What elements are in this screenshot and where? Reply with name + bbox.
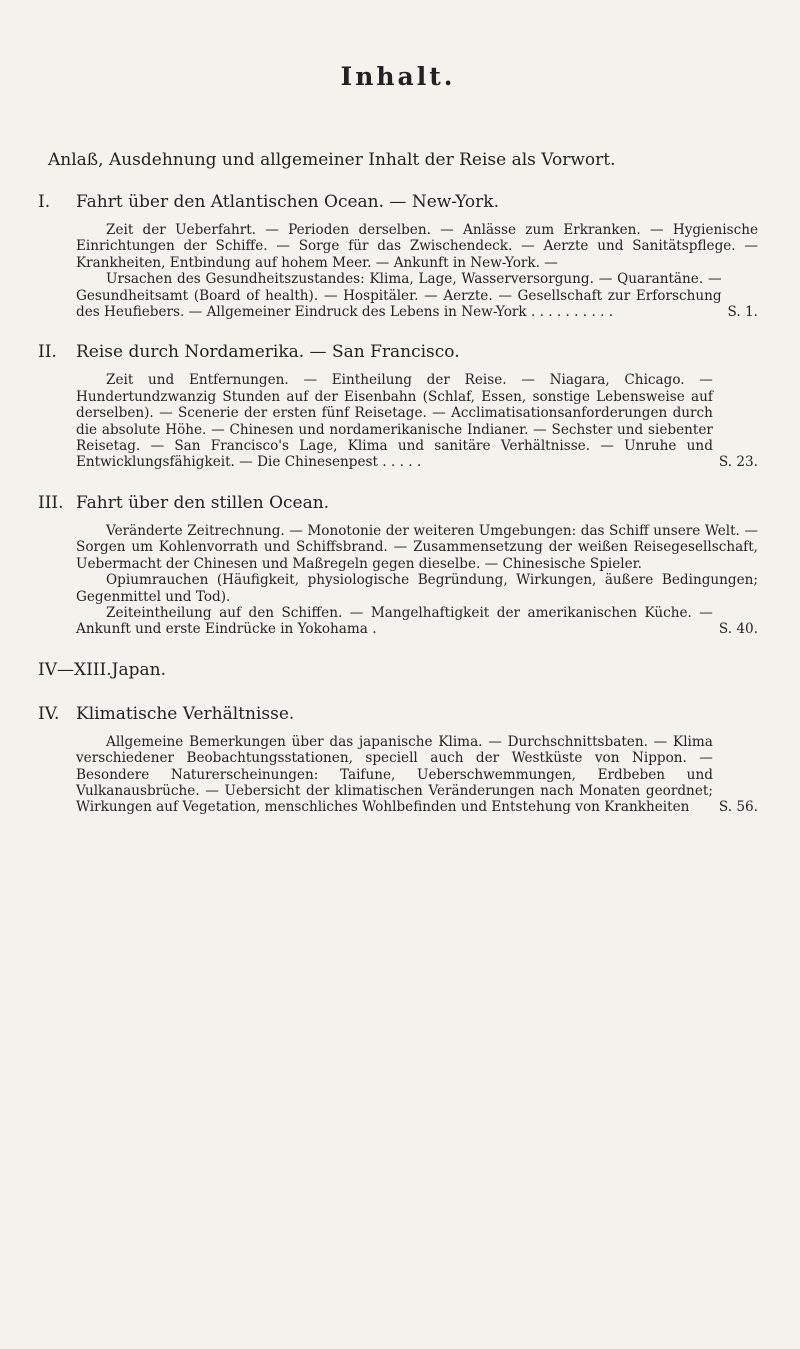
entry-with-page xyxy=(76,734,758,816)
section-heading xyxy=(38,190,758,214)
section-body xyxy=(76,222,758,320)
section-title: Japan. xyxy=(111,659,166,680)
section-heading xyxy=(38,491,758,515)
section-body xyxy=(76,372,758,470)
section-body xyxy=(76,734,758,816)
summary-paragraph: Allgemeine Bemerkungen über das japanische Klima. — Durchschnittsbaten. — Klima verschiedener Beobachtungsstationen, speciell auch der Westküste von Nippon. — Besondere Naturerscheinungen: Taifune, Ueberschwemmungen, Erdbeben und Vulkanausbrüche. — Uebersicht der klimatischen Veränderungen nach Monaten geordnet; Wirkungen auf Vegetation, menschliches Wohlbefinden und Entstehung von Krankheiten xyxy=(76,733,713,816)
page-reference: S. 56. xyxy=(718,799,758,816)
intro-line: Anlaß, Ausdehnung und allgemeiner Inhalt der Reise als Vorwort. xyxy=(48,150,616,170)
section-number: IV. xyxy=(38,703,60,724)
toc-section xyxy=(38,491,758,638)
toc-section xyxy=(38,658,758,682)
section-number: III. xyxy=(38,492,64,513)
entry-with-page xyxy=(76,271,758,320)
summary-paragraph: Ursachen des Gesundheitszustandes: Klima, Lage, Wasserversorgung. — Quarantäne. — Gesundheitsamt (Board of health). — Hospitäler. — Aerzte. — Gesellschaft zur Erforschung des Heufiebers. — Allgemeiner Eindruck des Lebens in New-York . . . . . . . . . . xyxy=(76,271,722,321)
section-title: Klimatische Verhältnisse. xyxy=(76,703,295,724)
section-heading xyxy=(38,340,758,364)
section-body xyxy=(76,523,758,638)
section-heading xyxy=(38,702,758,726)
summary-paragraph: Opiumrauchen (Häufigkeit, physiologische Begründung, Wirkungen, äußere Bedingungen; Gegenmittel und Tod). xyxy=(76,572,758,605)
page-title: Inhalt. xyxy=(340,62,456,91)
entry-with-page xyxy=(76,372,758,470)
section-heading xyxy=(38,658,758,682)
page-reference: S. 1. xyxy=(727,304,758,321)
toc-section xyxy=(38,702,758,816)
summary-paragraph: Zeit der Ueberfahrt. — Perioden derselben. — Anlässe zum Erkranken. — Hygienische Einrichtungen der Schiffe. — Sorge für das Zwischendeck. — Aerzte und Sanitätspflege. — Krankheiten, Entbindung auf hohem Meer. — Ankunft in New-York. — xyxy=(76,222,758,271)
section-title: Reise durch Nordamerika. — San Francisco. xyxy=(76,342,460,363)
table-of-contents xyxy=(38,190,758,816)
summary-paragraph: Veränderte Zeitrechnung. — Monotonie der weiteren Umgebungen: das Schiff unsere Welt. — Sorgen um Kohlenvorrath und Schiffsbrand. — Zusammensetzung der weißen Reisegesellschaft, Uebermacht der Chinesen und Maßregeln gegen dieselbe. — Chinesische Spieler. xyxy=(76,522,758,572)
section-title: Fahrt über den Atlantischen Ocean. — New-York. xyxy=(76,192,499,212)
toc-section xyxy=(38,190,758,320)
summary-paragraph: Zeiteintheilung auf den Schiffen. — Mangelhaftigkeit der amerikanischen Küche. — Ankunft und erste Eindrücke in Yokohama . xyxy=(76,604,713,638)
toc-section xyxy=(38,340,758,470)
section-title: Fahrt über den stillen Ocean. xyxy=(76,492,330,513)
page-reference: S. 23. xyxy=(718,454,758,471)
entry-with-page xyxy=(76,605,758,638)
section-number: II. xyxy=(38,342,57,363)
page-reference: S. 40. xyxy=(718,621,758,638)
summary-paragraph: Zeit und Entfernungen. — Eintheilung der Reise. — Niagara, Chicago. — Hundertundzwanzig Stunden auf der Eisenbahn (Schlaf, Essen, sonstige Lebensweise auf derselben). — Scenerie der ersten fünf Reisetage. — Acclimatisationsanforderungen durch die absolute Höhe. — Chinesen und nordamerikanische Indianer. — Sechster und siebenter Reisetag. — San Francisco's Lage, Klima und sanitäre Verhältnisse. — Unruhe und Entwicklungsfähigkeit. — Die Chinesenpest . . . . . xyxy=(76,372,713,471)
section-number: IV—XIII. xyxy=(38,659,112,680)
section-number: I. xyxy=(38,192,51,212)
